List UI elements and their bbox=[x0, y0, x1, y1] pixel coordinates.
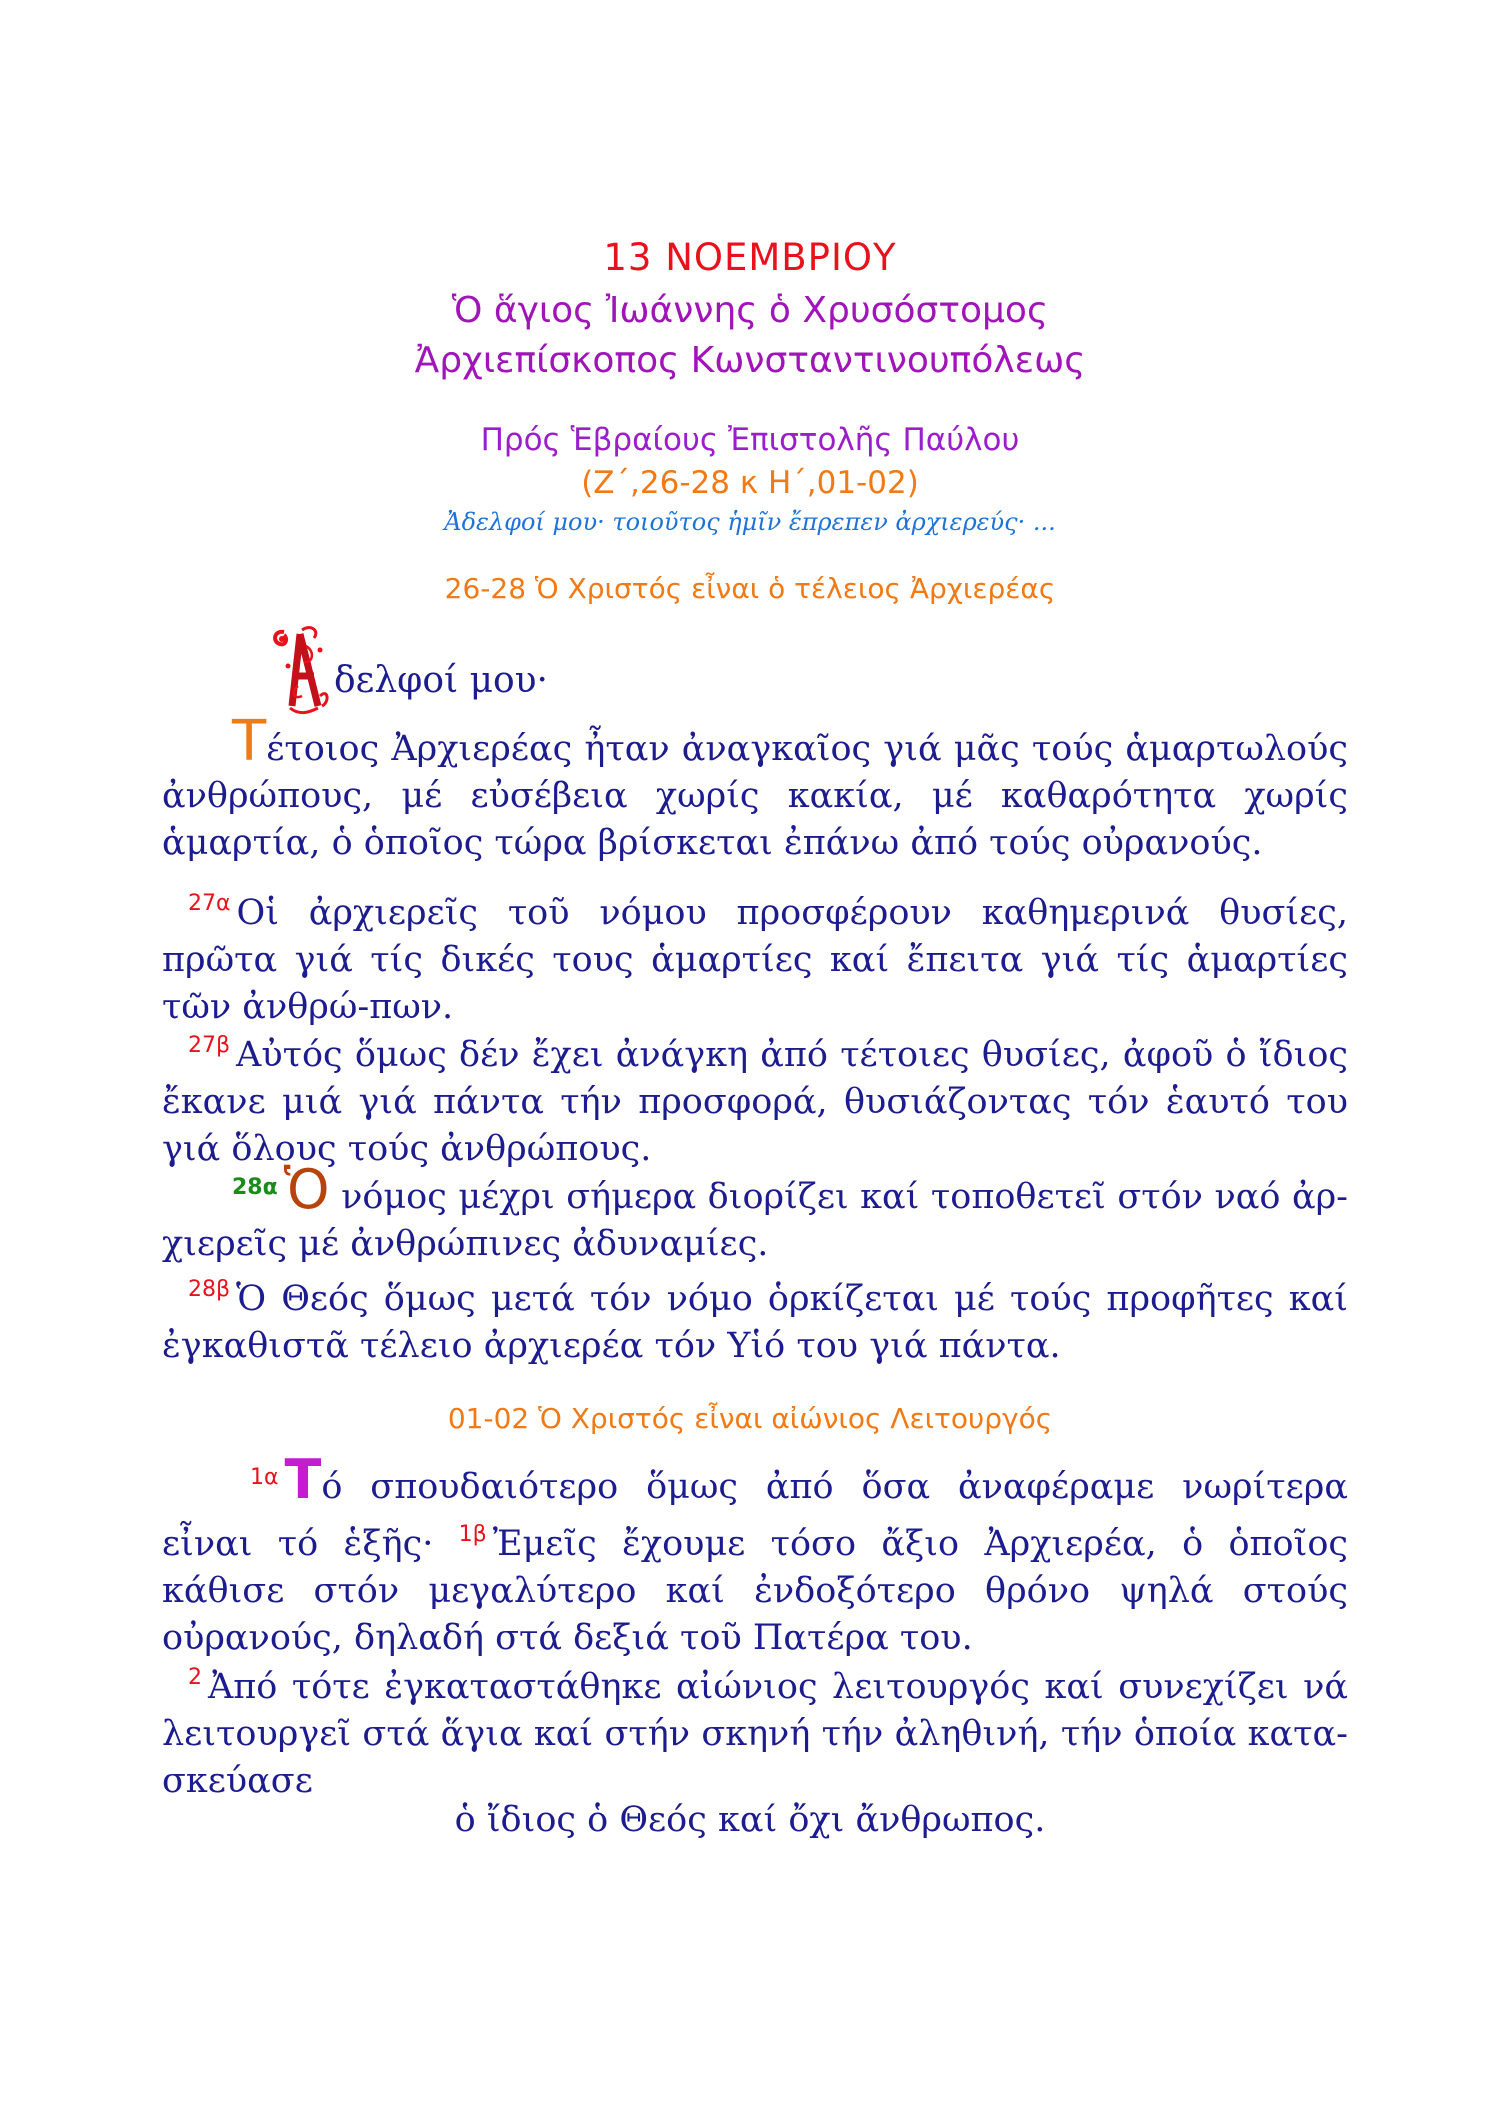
paragraph-3-text: Αὐτός ὅμως δέν ἔχει ἀνάγκη ἀπό τέτοιες θυσίες, ἀφοῦ ὁ ἴδιος ἔκανε μιά γιά πάντα τήν προσφορά, θυσιάζοντας τόν ἑαυτό του γιά ὅλους τούς ἀνθρώπους. bbox=[162, 1035, 1348, 1169]
paragraph-4-text: νόμος μέχρι σήμερα διορίζει καί τοποθετεῖ στόν ναό ἀρ-χιερεῖς μέ ἀνθρώπινες ἀδυναμίες. bbox=[162, 1177, 1348, 1264]
drop-cap-t-2: Τ bbox=[284, 1448, 322, 1511]
paragraph-2 bbox=[162, 880, 1348, 1031]
feast-date: 13 ΝΟΕΜΒΡΙΟΥ bbox=[603, 236, 897, 279]
saint-title: Ἀρχιεπίσκοπος Κωνσταντινουπόλεως bbox=[414, 340, 1086, 381]
verse-number-27a: 27α bbox=[188, 891, 231, 916]
paragraph-7 bbox=[162, 1654, 1348, 1805]
paragraph-6b-text: Ἐμεῖς ἔχουμε τόσο ἄξιο Ἀρχιερέα, ὁ ὁποῖος κάθισε στόν μεγαλύτερο καί ἐνδοξότερο θρόνο ψηλά στούς οὐρανούς, δηλαδή στά δεξιά τοῦ Πατέρα του. bbox=[162, 1524, 1348, 1658]
paragraph-5 bbox=[162, 1266, 1348, 1370]
verse-number-27b: 27β bbox=[188, 1033, 231, 1058]
verse-number-2: 2 bbox=[188, 1665, 202, 1690]
paragraph-1-text: έτοιος Ἀρχιερέας ἦταν ἀναγκαῖος γιά μᾶς τούς ἁμαρτωλούς ἀνθρώπους, μέ εὐσέβεια χωρίς κακία, μέ καθαρότητα χωρίς ἁμαρτία, ὁ ὁποῖος τώρα βρίσκεται ἐπάνω ἀπό τούς οὐρανούς. bbox=[162, 729, 1348, 863]
paragraph-7-text: Ἀπό τότε ἐγκαταστάθηκε αἰώνιος λειτουργός καί συνεχίζει νά λειτουργεῖ στά ἅγια καί στήν σκηνή τήν ἀληθινή, τήν ὁποία κατα-σκεύασε bbox=[162, 1667, 1348, 1801]
section-heading-2: 01-02 Ὁ Χριστός εἶναι αἰώνιος Λειτουργός bbox=[447, 1402, 1053, 1435]
paragraph-5-text: Ὁ Θεός ὅμως μετά τόν νόμο ὁρκίζεται μέ τούς προφῆτες καί ἐγκαθιστᾶ τέλειο ἀρχιερέα τόν Υἱό του γιά πάντα. bbox=[162, 1279, 1348, 1366]
epistle-title: Πρός Ἑβραίους Ἐπιστολῆς Παύλου bbox=[480, 422, 1020, 458]
paragraph-4 bbox=[162, 1158, 1348, 1268]
paragraph-2-text: Οἱ ἀρχιερεῖς τοῦ νόμου προσφέρουν καθημερινά θυσίες, πρῶτα γιά τίς δικές τους ἁμαρτίες καί ἔπειτα γιά τίς ἁμαρτίες τῶν ἀνθρώ-πων. bbox=[162, 893, 1348, 1027]
paragraph-6a-text: ό σπουδαιότερο ὅμως ἀπό ὅσα ἀναφέραμε νωρίτερα εἶναι τό ἑξῆς· bbox=[162, 1467, 1348, 1564]
ornamental-initial-icon bbox=[270, 626, 332, 716]
paragraph-1 bbox=[162, 709, 1348, 867]
section-heading-1: 26-28 Ὁ Χριστός εἶναι ὁ τέλειος Ἀρχιερέας bbox=[444, 572, 1056, 605]
drop-cap-o: Ὁ bbox=[283, 1158, 330, 1221]
verse-number-1a: 1α bbox=[250, 1465, 279, 1490]
saint-name: Ὁ ἅγιος Ἰωάννης ὁ Χρυσόστομος bbox=[451, 290, 1049, 331]
verse-number-1b: 1β bbox=[458, 1522, 487, 1547]
paragraph-6 bbox=[162, 1448, 1348, 1662]
salutation-text: δελφοί μου· bbox=[334, 660, 548, 701]
incipit-line: Ἀδελφοί μου· τοιοῦτος ἡμῖν ἔπρεπεν ἀρχιερεύς· ... bbox=[444, 508, 1056, 536]
closing-line: ὁ ἴδιος ὁ Θεός καί ὄχι ἄνθρωπος. bbox=[454, 1800, 1046, 1840]
verse-number-28b: 28β bbox=[188, 1277, 231, 1302]
paragraph-3 bbox=[162, 1022, 1348, 1173]
verse-number-28a: 28α bbox=[232, 1175, 278, 1200]
drop-cap-t: Τ bbox=[232, 709, 267, 774]
scripture-reference: (Ζ΄,26-28 κ Η΄,01-02) bbox=[581, 465, 919, 501]
